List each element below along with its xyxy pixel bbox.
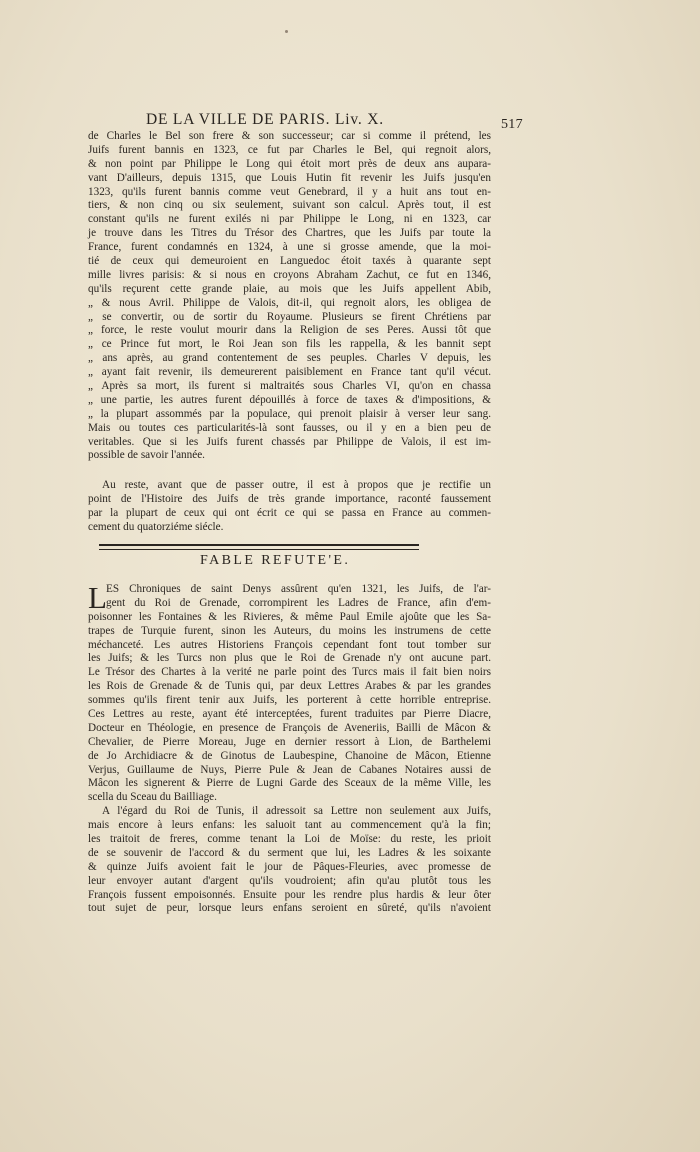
- text-line: „ ans après, au grand contentement de ses peuples. Charles V depuis, les: [88, 352, 491, 365]
- text-line: Au reste, avant que de passer outre, il est à propos que je rectifie un: [102, 479, 491, 491]
- text-line: gent du Roi de Grenade, corrompirent les Ladres de France, afin d'em-: [106, 596, 491, 609]
- text-line: „ ce Prince fut mort, le Roi Jean son fils les rappella, & les bannit sept: [88, 338, 491, 351]
- page-number: 517: [501, 117, 523, 132]
- text-line: les traitoit de freres, comme tenant la Loi de Moïse: du reste, les prioit: [88, 833, 491, 846]
- text-line: Chevalier, de Pierre Moreau, Juge en dernier ressort à Lion, de Barthelemi: [88, 735, 491, 748]
- text-line: sommes qu'ils firent tenir aux Juifs, les porterent à cette horrible entreprise.: [88, 694, 491, 707]
- text-line: je trouve dans les Titres du Trésor des Chartres, que les Juifs par toute la: [88, 227, 491, 240]
- text-line: Mâcon les signerent & Pierre de Lugni Garde des Sceaux de la même Ville, les: [88, 777, 491, 790]
- section-rule-thin: [99, 549, 419, 550]
- text-line: „ & nous Avril. Philippe de Valois, dit-il, qui regnoit alors, les obligea de: [88, 296, 491, 309]
- text-line: tié de ceux qui demeuroient en Languedoc étoit taxés à quarante sept: [88, 255, 491, 268]
- section-title: FABLE REFUTE'E.: [200, 553, 351, 568]
- text-line: „ se convertir, ou de sortir du Royaume. Plusieurs se firent Chrétiens par: [88, 310, 491, 323]
- text-line: Mais ou toutes ces particularités-là sont fausses, ou il y en a bien peu de: [88, 421, 491, 434]
- text-line: Juifs furent bannis en 1323, ce fut par Charles le Bel, qui regnoit alors,: [88, 143, 491, 156]
- text-line: François fussent empoisonnés. Ensuite pour les rendre plus hardis & leur ôter: [88, 888, 491, 901]
- text-line: mais encore à leurs enfans: les saluoit tant au commencement qu'à la fin;: [88, 819, 491, 832]
- text-line: qu'ils reçurent cette grande plaie, au mois que les Juifs appellent Abib,: [88, 282, 491, 295]
- text-line: vant D'ailleurs, depuis 1315, que Louis Hutin fit revenir les Juifs jusqu'en: [88, 171, 491, 184]
- text-line: mille livres parisis: & si nous en croyons Abraham Zachut, ce fut en 1346,: [88, 268, 491, 281]
- text-line: ES Chroniques de saint Denys assûrent qu'en 1321, les Juifs, de l'ar-: [106, 583, 491, 595]
- text-line: Docteur en Théologie, en presence de François de Aveneriis, Bailli de Mâcon &: [88, 721, 491, 734]
- text-line: les Rois de Grenade & de Tunis qui, par deux Lettres Arabes & par les grandes: [88, 680, 491, 693]
- text-line: „ force, le reste voulut mourir dans la Religion de ses Peres. Aussi tôt que: [88, 324, 491, 337]
- text-line: de Jo Archidiacre & de Ginotus de Laubespine, Chanoine de Mâcon, Etienne: [88, 749, 491, 762]
- paragraph-3: [88, 580, 491, 916]
- header-title: DE LA VILLE DE PARIS. Liv. X.: [146, 111, 384, 128]
- text-line: „ une partie, les autres furent dépouillés à force de taxes & d'impositions, &: [88, 393, 491, 406]
- paragraph-2: [88, 479, 491, 535]
- text-line: & quinze Juifs avoient fait le jour de Pâques-Fleuries, avec promesse de: [88, 860, 491, 873]
- text-line: „ Après sa mort, ils furent si maltraités sous Charles VI, qu'on en chassa: [88, 380, 491, 393]
- text-line: „ ayant fait revenir, ils demeurerent paisiblement en France tant qu'il vécut.: [88, 366, 491, 379]
- drop-cap: L: [88, 580, 107, 615]
- text-line: les Juifs; & les Turcs non plus que le Roi de Grenade n'y ont aucune part.: [88, 652, 491, 665]
- text-line: Verjus, Guillaume de Nuys, Pierre Pule & Jean de Cabanes Notaires aussi de: [88, 763, 491, 776]
- text-line: point de l'Histoire des Juifs de très grande importance, raconté faussement: [88, 492, 491, 505]
- text-line: constant qu'ils ne furent exilés ni par Philippe le Long, ni en 1323, car: [88, 213, 491, 226]
- text-line: possible de savoir l'année.: [88, 449, 205, 462]
- section-rule-thick: [99, 544, 419, 546]
- text-line: France, furent condamnés en 1324, à une si grosse amende, que la moi-: [88, 241, 491, 254]
- text-line: veritables. Que si les Juifs furent chassés par Philippe de Valois, il est im-: [88, 435, 491, 448]
- paper-speck: [285, 30, 288, 33]
- text-line: de se souvenir de l'accord & du serment que lui, les Ladres & les soixante: [88, 846, 491, 859]
- text-line: scella du Sceau du Bailliage.: [88, 791, 217, 804]
- text-line: tout sujet de peur, lorsque leurs enfans seroient en sûreté, qu'ils n'avoient: [88, 902, 491, 915]
- text-line: poisonner les Fontaines & les Rivieres, & même Paul Emile ajoûte que les Sa-: [88, 610, 491, 623]
- text-line: & non point par Philippe le Long qui étoit mort près de deux ans aupara-: [88, 157, 491, 170]
- text-line: leur envoyer autant d'argent qu'ils voudroient; afin qu'au plutôt tous les: [88, 874, 491, 887]
- text-line: 1323, qu'ils furent bannis comme veut Genebrard, il y a huit ans tout en-: [88, 185, 491, 198]
- text-line: par la plupart de ceux qui ont écrit ce qui se passa en France au commen-: [88, 506, 491, 519]
- text-line: „ la plupart assommés par la populace, qui prenoit plaisir à verser leur sang.: [88, 407, 491, 420]
- text-line: méchanceté. Les autres Historiens François cependant font tout tomber sur: [88, 638, 491, 651]
- text-line: tiers, & non cinq ou six seulement, suivant son calcul. Après tout, il est: [88, 199, 491, 212]
- text-line: Le Trésor des Chartes à la verité ne parle point des Turcs mais il fait bien noirs: [88, 666, 491, 679]
- text-line: trapes de Turquie furent, sinon les Auteurs, du moins les instrumens de cette: [88, 624, 491, 637]
- text-line: de Charles le Bel son frere & son successeur; car si comme il prétend, les: [88, 130, 491, 142]
- text-line: cement du quatorziéme siécle.: [88, 520, 224, 533]
- text-line: Ces Lettres au reste, ayant été interceptées, furent traduites par Pierre Diacre,: [88, 708, 491, 721]
- paragraph-1: [88, 130, 491, 463]
- running-header: [88, 111, 488, 131]
- text-line: A l'égard du Roi de Tunis, il adressoit sa Lettre non seulement aux Juifs,: [102, 805, 491, 818]
